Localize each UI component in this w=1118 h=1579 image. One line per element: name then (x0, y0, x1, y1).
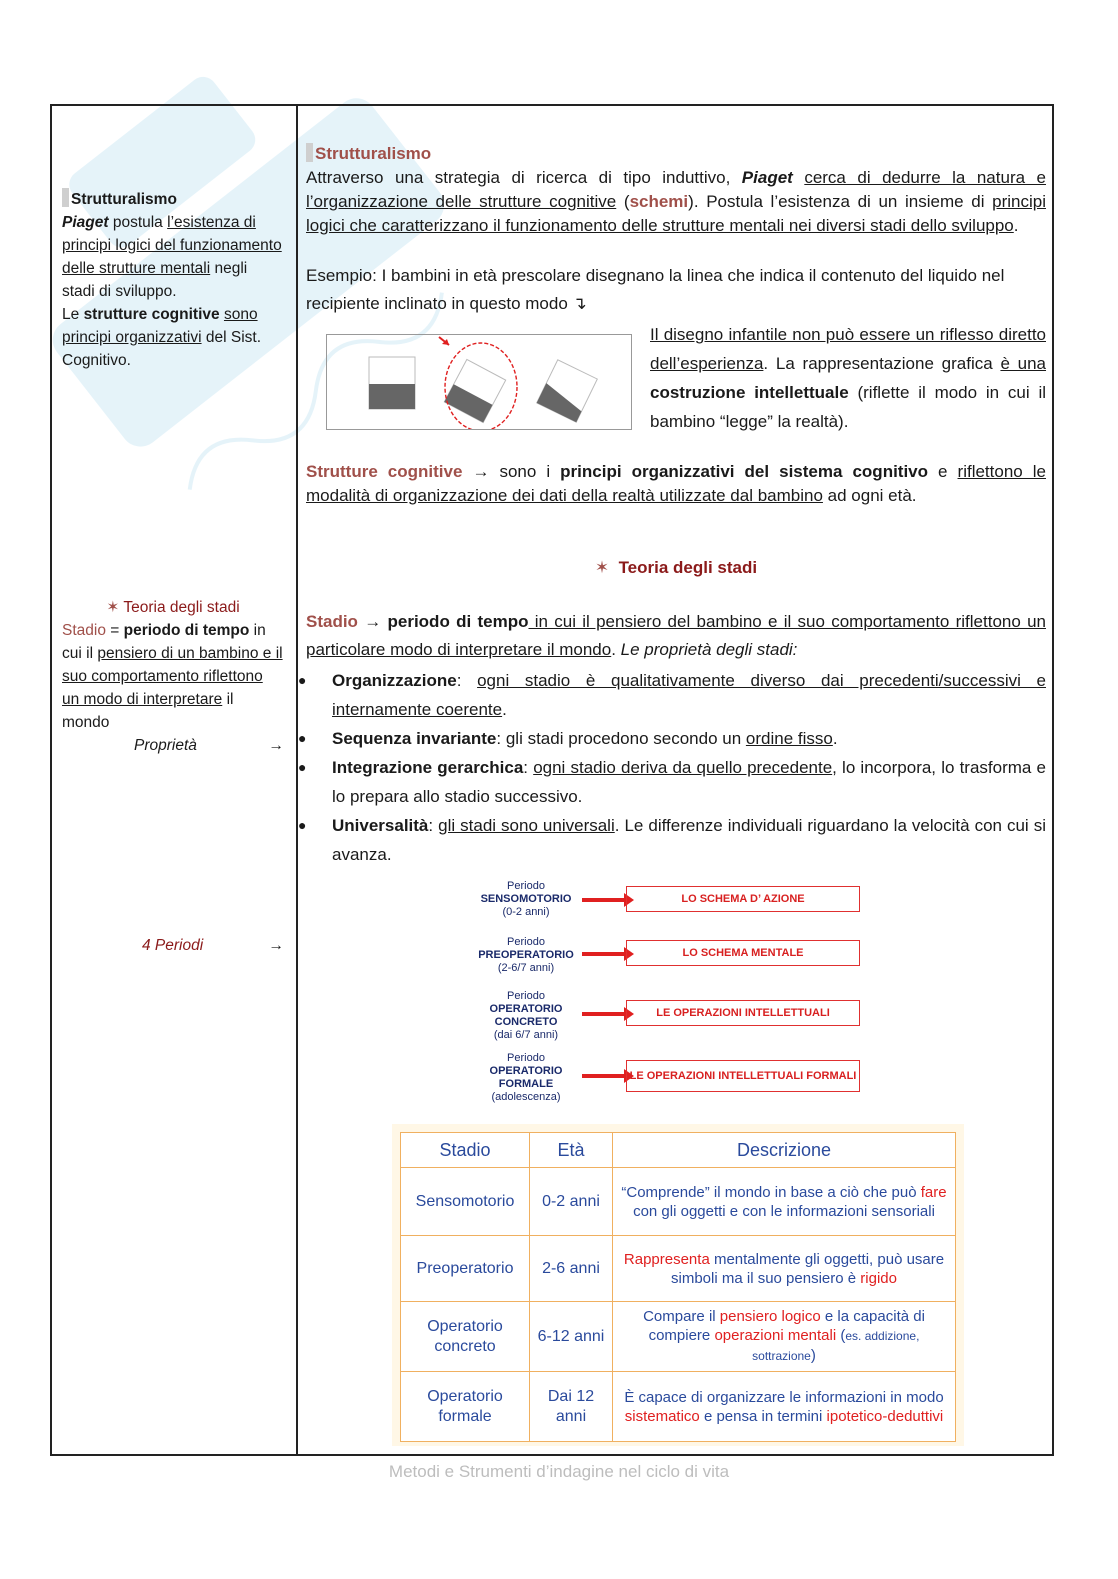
table-row (401, 1372, 956, 1442)
table-cell: “Comprende” il mondo in base a ciò che può fare con gli oggetti e con le informazioni sensoriali (613, 1168, 956, 1236)
star-icon: ✶ (106, 599, 120, 616)
sidebar-section-periodi (62, 934, 284, 957)
arrow-right-icon (582, 1012, 626, 1016)
table-row (401, 1302, 956, 1372)
outline-table (50, 104, 1054, 1456)
period-box: LO SCHEMA MENTALE (626, 940, 860, 966)
stages-table-wrapper (392, 1124, 964, 1446)
page-footer: Metodi e Strumenti d’indagine nel ciclo di vita (388, 1462, 730, 1481)
list-item: ● Sequenza invariante: gli stadi procedono secondo un ordine fisso. (306, 724, 1046, 753)
section-title: Strutturalismo (306, 142, 431, 166)
section-heading-stadi: ✶ Teoria degli stadi (594, 558, 758, 577)
table-cell: Operatorio concreto (401, 1302, 530, 1372)
table-cell: Preoperatorio (401, 1236, 530, 1302)
period-row: Periodo SENSOMOTORIO (0-2 anni) LO SCHEMA D’ AZIONE (476, 880, 876, 932)
table-header-row (401, 1133, 956, 1168)
paragraph-intro: Attraverso una strategia di ricerca di tipo induttivo, Piaget cerca di dedurre la natura e l’organizzazione delle strutture cognitive (schemi). Postula l’esistenza di un insieme di principi logici che caratterizzano il funzionamento delle strutture mentali nei diversi stadi dello sviluppo. (306, 168, 1046, 235)
list-item: ● Universalità: gli stadi sono universali. Le differenze individuali riguardano la velocità con cui si avanza. (306, 811, 1046, 869)
table-row (401, 1236, 956, 1302)
table-cell: 0-2 anni (530, 1168, 613, 1236)
list-item: ● Organizzazione: ogni stadio è qualitativamente diverso dai precedenti/successivi e internamente coerente. (306, 666, 1046, 724)
sidebar-text: Piaget postula l’esistenza di principi logici del funzionamento delle strutture mentali negli stadi di sviluppo. (62, 214, 282, 300)
paragraph-example: Esempio: I bambini in età prescolare disegnano la linea che indica il contenuto del liquido nel recipiente inclinato in questo modo ↴ (306, 266, 1005, 313)
table-cell: 2-6 anni (530, 1236, 613, 1302)
period-box: LE OPERAZIONI INTELLETTUALI FORMALI (626, 1060, 860, 1092)
table-cell: Sensomotorio (401, 1168, 530, 1236)
arrow-right-icon (582, 1074, 626, 1078)
list-item: ● Integrazione gerarchica: ogni stadio deriva da quello precedente, lo incorpora, lo trasforma e lo prepara allo stadio successivo. (306, 753, 1046, 811)
table-cell: È capace di organizzare le informazioni in modo sistematico e pensa in termini ipotetico-deduttivi (613, 1372, 956, 1442)
sidebar-properties-row: Proprietà → (62, 734, 284, 757)
table-cell: Dai 12 anni (530, 1372, 613, 1442)
column-header: Stadio (401, 1133, 530, 1168)
sidebar-periods-label: 4 Periodi (142, 937, 204, 954)
table-cell: Rappresenta mentalmente gli oggetti, può usare simboli ma il suo pensiero è rigido (613, 1236, 956, 1302)
column-header: Descrizione (613, 1133, 956, 1168)
period-box: LE OPERAZIONI INTELLETTUALI (626, 1000, 860, 1026)
paragraph-strutture-cognitive: Strutture cognitive → sono i principi organizzativi del sistema cognitivo e riflettono le modalità di organizzazione dei dati della realtà utilizzate dal bambino ad ogni età. (306, 462, 1046, 505)
sidebar-text: Le strutture cognitive sono principi organizzativi del Sist. Cognitivo. (62, 306, 262, 369)
sidebar-section-stadi (62, 596, 284, 757)
period-row: Periodo PREOPERATORIO (2-6/7 anni) LO SCHEMA MENTALE (476, 936, 876, 988)
periods-diagram (476, 878, 876, 1114)
arrow-right-icon: → (268, 737, 284, 754)
period-box: LO SCHEMA D’ AZIONE (626, 886, 860, 912)
star-icon: ✶ (594, 558, 610, 577)
marker-icon (62, 188, 69, 207)
properties-list (306, 666, 1046, 869)
stages-table (400, 1132, 956, 1442)
marker-icon (306, 143, 313, 162)
paragraph-stadio-definition: Stadio → periodo di tempo in cui il pensiero del bambino e il suo comportamento riflettono un particolare modo di interpretare il mondo. Le proprietà degli stadi: (306, 612, 1046, 659)
table-cell: Operatorio formale (401, 1372, 530, 1442)
paragraph-drawing-note: Il disegno infantile non può essere un riflesso diretto dell’esperienza. La rappresentazione grafica è una costruzione intellettuale (riflette il modo in cui il bambino “legge” la realtà). (650, 325, 1047, 431)
sidebar-section-strutturalismo (62, 188, 284, 372)
liquid-drawing-figure (326, 334, 632, 430)
arrow-right-icon: → (268, 937, 284, 954)
period-row: Periodo OPERATORIO CONCRETO (dai 6/7 anni) LE OPERAZIONI INTELLETTUALI (476, 990, 876, 1042)
table-cell: Compare il pensiero logico e la capacità di compiere operazioni mentali (es. addizione, sottrazione) (613, 1302, 956, 1372)
column-header: Età (530, 1133, 613, 1168)
sidebar-heading: Strutturalismo (71, 191, 177, 208)
period-row: Periodo OPERATORIO FORMALE (adolescenza) LE OPERAZIONI INTELLETTUALI FORMALI (476, 1052, 876, 1104)
arrow-right-icon (582, 952, 626, 956)
sidebar-text: Stadio = periodo di tempo in cui il pensiero di un bambino e il suo comportamento riflettono un modo di interpretare il mondo (62, 622, 283, 731)
table-row (401, 1168, 956, 1236)
table-cell: 6-12 anni (530, 1302, 613, 1372)
sidebar-heading: Teoria degli stadi (123, 599, 240, 616)
arrow-right-icon (582, 898, 626, 902)
